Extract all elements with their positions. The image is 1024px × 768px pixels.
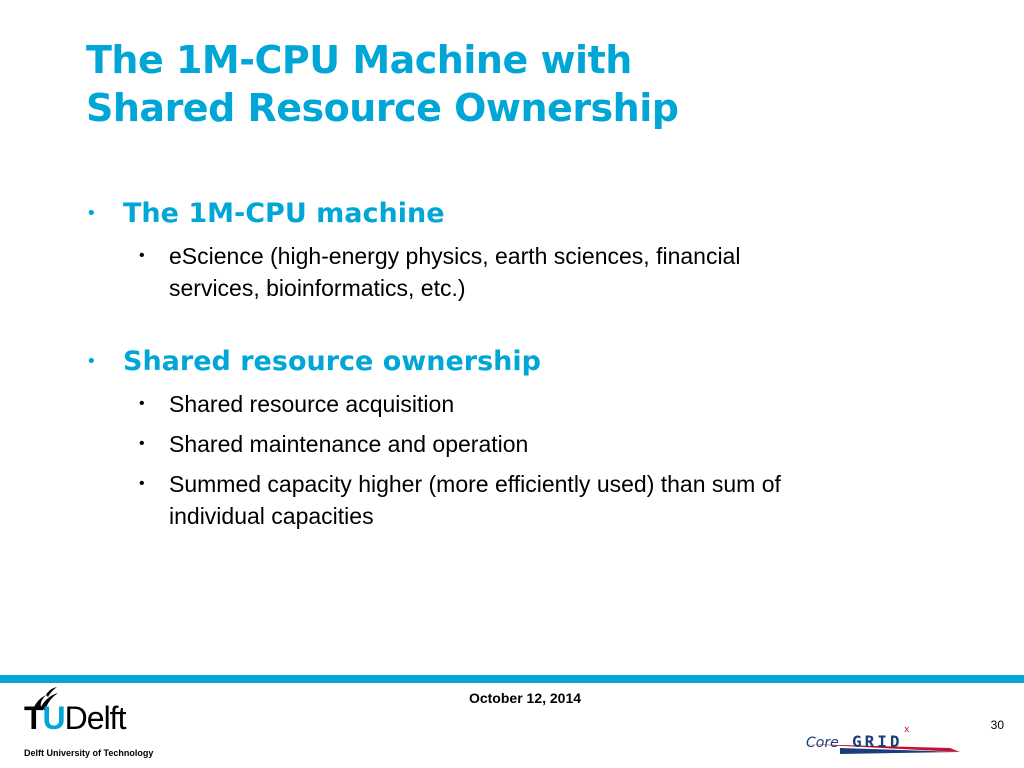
svg-text:Core: Core: [806, 735, 839, 751]
footer-date: October 12, 2014: [468, 690, 582, 706]
coregrid-logo: [800, 722, 965, 762]
bullet-icon: •: [139, 435, 145, 452]
tudelft-wordmark: [24, 700, 125, 737]
sub-bullet-text: Shared resource acquisition: [169, 391, 455, 417]
footer-divider-bar: [0, 675, 1024, 683]
bullet-heading-shared-ownership: [86, 344, 956, 380]
bullet-icon: •: [139, 395, 145, 412]
sub-bullet-text-continued: individual capacities: [169, 503, 374, 529]
bullet-heading-1mcpu: [86, 196, 956, 232]
tudelft-wordmark-u: U: [42, 700, 65, 736]
tudelft-wordmark-delft: Delft: [64, 700, 126, 736]
sub-bullet-maintenance: [139, 428, 956, 460]
svg-text:x: x: [904, 725, 910, 735]
sub-bullet-text-continued: services, bioinformatics, etc.): [169, 275, 466, 301]
sub-bullet-summed-capacity: [139, 468, 956, 532]
slide-title-line-1: The 1M-CPU Machine with: [86, 38, 632, 82]
slide-title: [86, 36, 986, 132]
bullet-icon: •: [86, 351, 97, 372]
svg-text:GRID: GRID: [852, 732, 903, 751]
sub-bullet-escience: [139, 240, 956, 304]
bullet-icon: •: [139, 247, 145, 264]
bullet-heading-text: The 1M-CPU machine: [123, 198, 445, 229]
sub-bullet-text: eScience (high-energy physics, earth sciences, financial: [169, 243, 741, 269]
university-name: Delft University of Technology: [24, 748, 154, 758]
bullet-heading-text: Shared resource ownership: [123, 346, 541, 377]
bullet-icon: •: [86, 203, 97, 224]
sub-bullet-acquisition: [139, 388, 956, 420]
tudelft-wordmark-t: T: [24, 700, 43, 736]
bullet-icon: •: [139, 475, 145, 492]
slide-title-line-2: Shared Resource Ownership: [86, 86, 679, 130]
slide-number: 30: [990, 718, 1004, 732]
tudelft-logo: [22, 685, 192, 765]
slide-body: [86, 196, 956, 532]
sub-bullet-text: Summed capacity higher (more efficiently used) than sum of: [169, 471, 781, 497]
sub-bullet-text: Shared maintenance and operation: [169, 431, 529, 457]
